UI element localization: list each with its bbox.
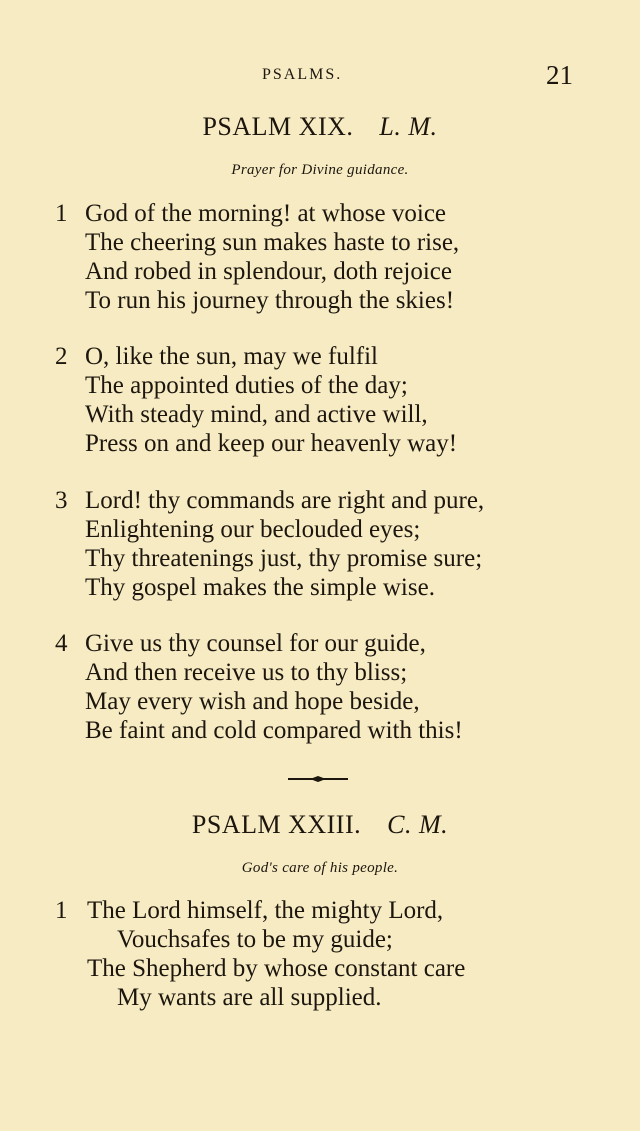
verse-line: Be faint and cold compared with this!	[85, 717, 463, 744]
verse-line: May every wish and hope beside,	[85, 688, 420, 715]
verse-line: The appointed duties of the day;	[85, 372, 408, 399]
verse-line: And then receive us to thy bliss;	[85, 659, 408, 686]
psalm-23-title-row	[0, 810, 640, 840]
verse-line: O, like the sun, may we fulfil	[85, 343, 378, 370]
verse-line: The Shepherd by whose constant care	[87, 955, 466, 982]
psalm-19-title: PSALM XIX.	[202, 112, 354, 141]
running-head	[0, 60, 640, 90]
verse-line: To run his journey through the skies!	[85, 287, 455, 314]
verse-line: Press on and keep our heavenly way!	[85, 430, 458, 457]
verse-line: Thy gospel makes the simple wise.	[85, 574, 435, 601]
stanza-number: 1	[55, 200, 68, 227]
psalm-19-subtitle: Prayer for Divine guidance.	[231, 162, 409, 178]
verse-line: My wants are all supplied.	[117, 984, 382, 1011]
ornamental-divider	[288, 775, 348, 783]
stanza-number: 4	[55, 630, 68, 657]
page-number: 21	[546, 60, 573, 90]
verse-line: With steady mind, and active will,	[85, 401, 428, 428]
verse-line: Lord! thy commands are right and pure,	[85, 487, 485, 514]
psalm-23-subtitle: God's care of his people.	[241, 860, 399, 876]
verse-line: Enlightening our beclouded eyes;	[85, 516, 421, 543]
psalm-23-title: PSALM XXIII.	[191, 810, 362, 839]
stanza-number: 2	[55, 343, 68, 370]
verse-line: Give us thy counsel for our guide,	[85, 630, 426, 657]
verse-line: And robed in splendour, doth rejoice	[85, 258, 452, 285]
verse-line: Vouchsafes to be my guide;	[117, 926, 393, 953]
verse-line: The Lord himself, the mighty Lord,	[87, 897, 444, 924]
psalm-23-meter: C. M.	[387, 810, 449, 839]
verse-line: The cheering sun makes haste to rise,	[85, 229, 460, 256]
psalm-19-meter: L. M.	[379, 112, 438, 141]
psalm-19-title-row	[0, 112, 640, 142]
stanza-number: 3	[55, 487, 68, 514]
stanza-number: 1	[55, 897, 68, 924]
running-title: PSALMS.	[262, 66, 343, 83]
verse-line: God of the morning! at whose voice	[85, 200, 447, 227]
verse-line: Thy threatenings just, thy promise sure;	[85, 545, 483, 572]
